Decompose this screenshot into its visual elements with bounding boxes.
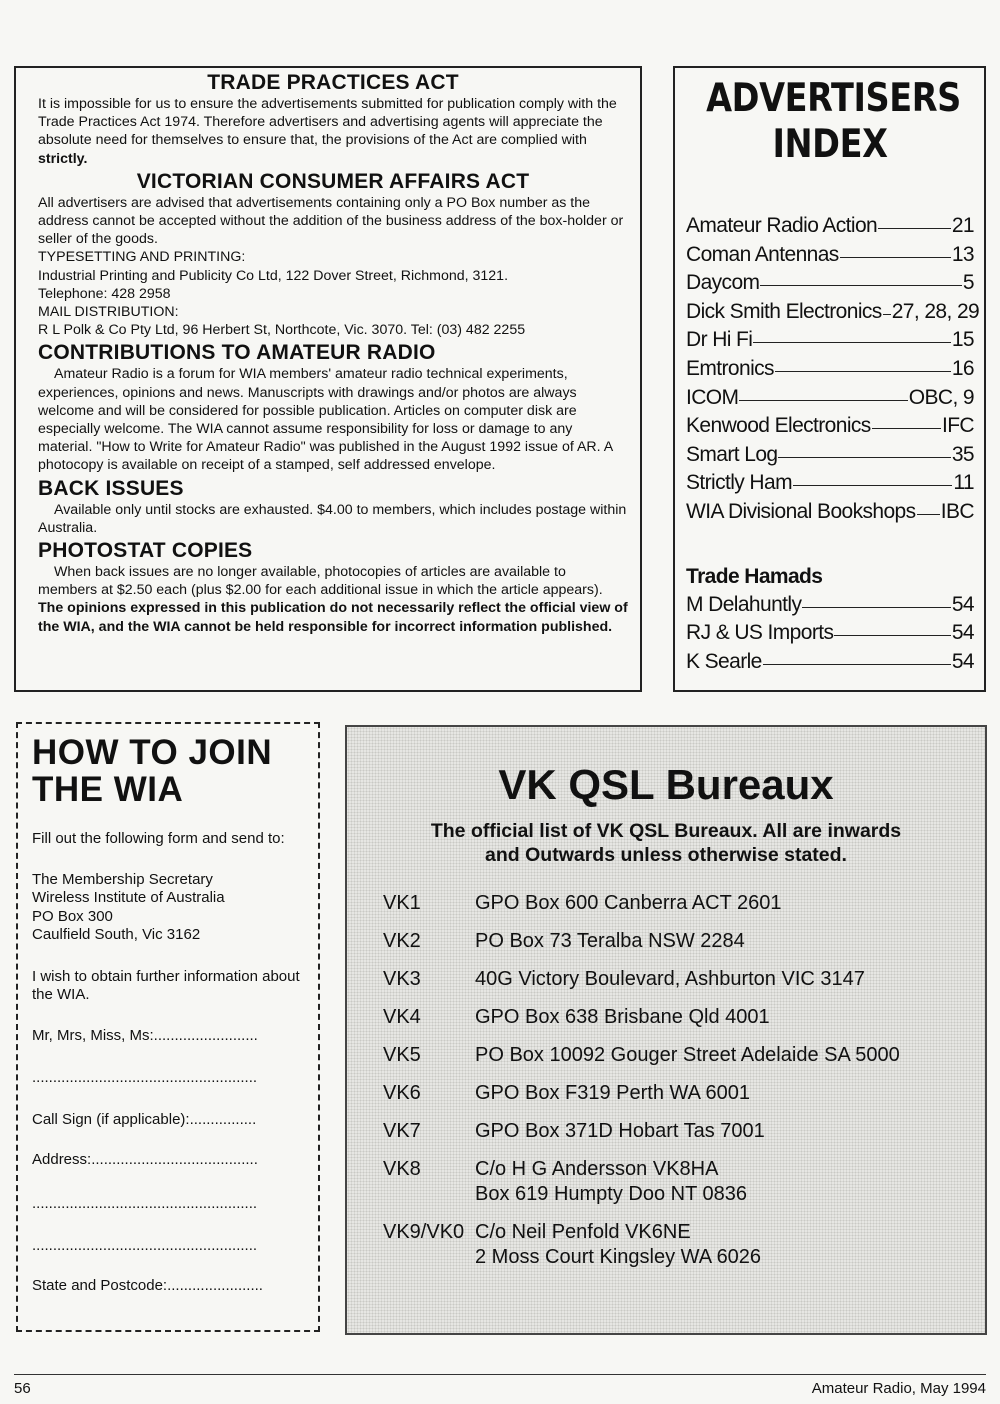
qsl-entry (383, 1005, 969, 1030)
advertiser-name: Emtronics (686, 356, 774, 380)
qsl-address-line1: PO Box 73 Teralba NSW 2284 (475, 930, 745, 952)
name-field[interactable]: Mr, Mrs, Miss, Ms:......................... (32, 1026, 258, 1044)
back-issues-heading: BACK ISSUES (38, 476, 184, 500)
leader-line (883, 314, 891, 315)
mail-distribution-label: MAIL DISTRIBUTION: (38, 304, 179, 321)
join-intro: Fill out the following form and send to: (32, 830, 285, 847)
advertiser-item (686, 326, 974, 355)
qsl-entry (383, 967, 969, 992)
advertiser-item (686, 441, 974, 470)
leader-line (753, 342, 950, 343)
membership-address: The Membership Secretary Wireless Institute of Australia PO Box 300 Caulfield South, Vic 3162 (32, 870, 225, 943)
advertiser-page: IFC (941, 414, 974, 438)
trade-hamad-page: 54 (951, 592, 974, 616)
how-to-join-form (16, 722, 320, 1332)
trade-practices-box (14, 66, 642, 692)
qsl-callsign-prefix: VK4 (383, 1006, 421, 1028)
qsl-address-line2: 2 Moss Court Kingsley WA 6026 (475, 1246, 762, 1268)
trade-hamad-name: M Delahuntly (686, 592, 802, 616)
state-postcode-field[interactable]: State and Postcode:....................... (32, 1276, 263, 1294)
advertiser-page: OBC, 9 (908, 385, 974, 409)
qsl-bureaux-box (345, 725, 987, 1335)
qsl-bureaux-list (383, 891, 969, 1270)
advertisers-index-title: ADVERTISERS INDEX (706, 76, 961, 167)
leader-line (763, 664, 951, 665)
mail-distribution-text: R L Polk & Co Pty Ltd, 96 Herbert St, Northcote, Vic. 3070. Tel: (03) 482 2255 (38, 322, 526, 339)
leader-line (802, 607, 950, 608)
contributions-heading: CONTRIBUTIONS TO AMATEUR RADIO (38, 341, 436, 365)
leader-line (834, 635, 950, 636)
qsl-callsign-prefix: VK8 (383, 1158, 421, 1180)
advertiser-page: IBC (940, 499, 974, 523)
leader-line (775, 371, 951, 372)
photostat-text: When back issues are no longer available, photocopies of articles are available to members at $2.50 each (plus $2.00 for each additional issue in which the article appears). (38, 564, 603, 599)
advertiser-item (686, 355, 974, 384)
contributions-text: Amateur Radio is a forum for WIA members' amateur radio technical experiments, experiences, opinions and news. Manuscripts with drawings and/or photos are always welcome and will be considered for possible publication. Articles on computer disk are especially welcome. The WIA cannot assume responsibility for loss or damage to any material. "How to Write for Amateur Radio" was published in the August 1992 issue of AR. A photocopy is available on receipt of a stamped, self addressed envelope. (38, 366, 613, 474)
trade-hamad-page: 54 (951, 649, 974, 673)
advertiser-page: 5 (962, 271, 974, 295)
leader-line (840, 257, 951, 258)
qsl-callsign-prefix: VK6 (383, 1082, 421, 1104)
qsl-entry (383, 1043, 969, 1068)
qsl-entry (383, 1157, 969, 1207)
publication-info: Amateur Radio, May 1994 (811, 1380, 986, 1397)
advertiser-item (686, 469, 974, 498)
advertiser-name: WIA Divisional Bookshops (686, 499, 916, 523)
advertiser-item (686, 498, 974, 527)
advertiser-page: 35 (951, 442, 974, 466)
trade-hamad-page: 54 (951, 621, 974, 645)
advertiser-page: 16 (951, 356, 974, 380)
back-issues-text: Available only until stocks are exhausted. $4.00 to members, which includes postage within Australia. (38, 501, 627, 536)
qsl-address-line1: GPO Box 638 Brisbane Qld 4001 (475, 1006, 770, 1028)
leader-line (778, 457, 950, 458)
trade-hamad-item (686, 619, 974, 648)
qsl-bureaux-subtitle: The official list of VK QSL Bureaux. All are inwards and Outwards unless otherwise stated. (430, 820, 902, 866)
qsl-address-line1: C/o Neil Penfold VK6NE (475, 1221, 691, 1243)
join-wish-text: I wish to obtain further information about the WIA. (32, 967, 300, 1003)
photostat-heading: PHOTOSTAT COPIES (38, 539, 253, 563)
advertiser-page: 13 (951, 242, 974, 266)
how-to-join-title: HOW TO JOIN THE WIA (32, 733, 273, 809)
advertiser-item (686, 241, 974, 270)
advertiser-item (686, 298, 980, 327)
advertiser-name: Daycom (686, 271, 760, 295)
advertiser-page: 27, 28, 29 (891, 299, 980, 323)
advertiser-name: Smart Log (686, 442, 778, 466)
trade-hamad-name: RJ & US Imports (686, 621, 834, 645)
address-field-line2[interactable]: ...................................................... (32, 1194, 258, 1212)
callsign-field[interactable]: Call Sign (if applicable):................ (32, 1110, 257, 1128)
trade-hamad-item (686, 648, 974, 677)
address-field[interactable]: Address:........................................ (32, 1150, 258, 1168)
trade-hamad-item (686, 591, 974, 620)
telephone-text: Telephone: 428 2958 (38, 285, 171, 302)
qsl-callsign-prefix: VK1 (383, 892, 421, 914)
name-field-continued[interactable]: ...................................................... (32, 1068, 258, 1086)
qsl-entry (383, 1119, 969, 1144)
advertiser-item (686, 384, 974, 413)
qsl-entry (383, 891, 969, 916)
advertisers-index-box (673, 66, 986, 692)
trade-practices-heading: TRADE PRACTICES ACT (207, 71, 459, 94)
qsl-address-line2: Box 619 Humpty Doo NT 0836 (475, 1183, 748, 1205)
victorian-consumer-text: All advertisers are advised that advertisements containing only a PO Box number as the address cannot be accepted without the addition of the business address of the box-holder or seller of the goods. (38, 194, 624, 248)
trade-practices-text: It is impossible for us to ensure the advertisements submitted for publication comply with the Trade Practices Act 1974. Therefore advertisers and advertising agents will appreciate the absolute need for themselves to ensure that, the provisions of the Act are complied with strictly. (38, 96, 617, 167)
advertiser-page: 15 (951, 328, 974, 352)
trade-hamad-name: K Searle (686, 649, 762, 673)
qsl-callsign-prefix: VK9/VK0 (383, 1221, 465, 1243)
typesetting-text: Industrial Printing and Publicity Co Ltd, 122 Dover Street, Richmond, 3121. (38, 267, 509, 284)
advertiser-item (686, 269, 974, 298)
advertiser-name: Kenwood Electronics (686, 414, 871, 438)
qsl-callsign-prefix: VK5 (383, 1044, 421, 1066)
qsl-callsign-prefix: VK2 (383, 930, 421, 952)
advertiser-name: Dr Hi Fi (686, 328, 753, 352)
advertiser-page: 21 (951, 214, 974, 237)
qsl-entry (383, 929, 969, 954)
qsl-address-line1: GPO Box F319 Perth WA 6001 (475, 1082, 750, 1104)
disclaimer-text: The opinions expressed in this publication do not necessarily reflect the official view of the WIA, and the WIA cannot be held responsible for incorrect information published. (38, 600, 628, 635)
address-field-line3[interactable]: ...................................................... (32, 1236, 258, 1254)
advertiser-name: Dick Smith Electronics (686, 299, 882, 323)
qsl-entry (383, 1081, 969, 1106)
qsl-address-line1: PO Box 10092 Gouger Street Adelaide SA 5000 (475, 1044, 900, 1066)
advertisers-list (686, 212, 980, 527)
leader-line (760, 285, 961, 286)
qsl-callsign-prefix: VK3 (383, 968, 421, 990)
advertiser-name: Strictly Ham (686, 471, 792, 495)
qsl-address-line1: C/o H G Andersson VK8HA (475, 1158, 719, 1180)
qsl-address-line1: GPO Box 600 Canberra ACT 2601 (475, 892, 782, 914)
footer-divider (14, 1374, 986, 1375)
leader-line (872, 428, 941, 429)
typesetting-label: TYPESETTING AND PRINTING: (38, 249, 246, 266)
qsl-bureaux-title: VK QSL Bureaux (498, 761, 834, 808)
qsl-entry (383, 1220, 969, 1270)
trade-hamads-heading: Trade Hamads (686, 564, 823, 588)
qsl-address-line1: GPO Box 371D Hobart Tas 7001 (475, 1120, 765, 1142)
leader-line (917, 514, 940, 515)
advertiser-name: Amateur Radio Action (686, 214, 878, 237)
victorian-consumer-heading: VICTORIAN CONSUMER AFFAIRS ACT (136, 169, 530, 193)
advertiser-item (686, 212, 974, 241)
advertiser-name: ICOM (686, 385, 739, 409)
leader-line (793, 485, 952, 486)
advertiser-page: 11 (953, 471, 974, 495)
leader-line (739, 400, 907, 401)
advertiser-item (686, 412, 974, 441)
trade-hamads-list (686, 591, 974, 677)
leader-line (878, 228, 951, 229)
page-number: 56 (14, 1380, 31, 1397)
advertiser-name: Coman Antennas (686, 242, 839, 266)
qsl-callsign-prefix: VK7 (383, 1120, 421, 1142)
qsl-address-line1: 40G Victory Boulevard, Ashburton VIC 3147 (475, 968, 865, 990)
